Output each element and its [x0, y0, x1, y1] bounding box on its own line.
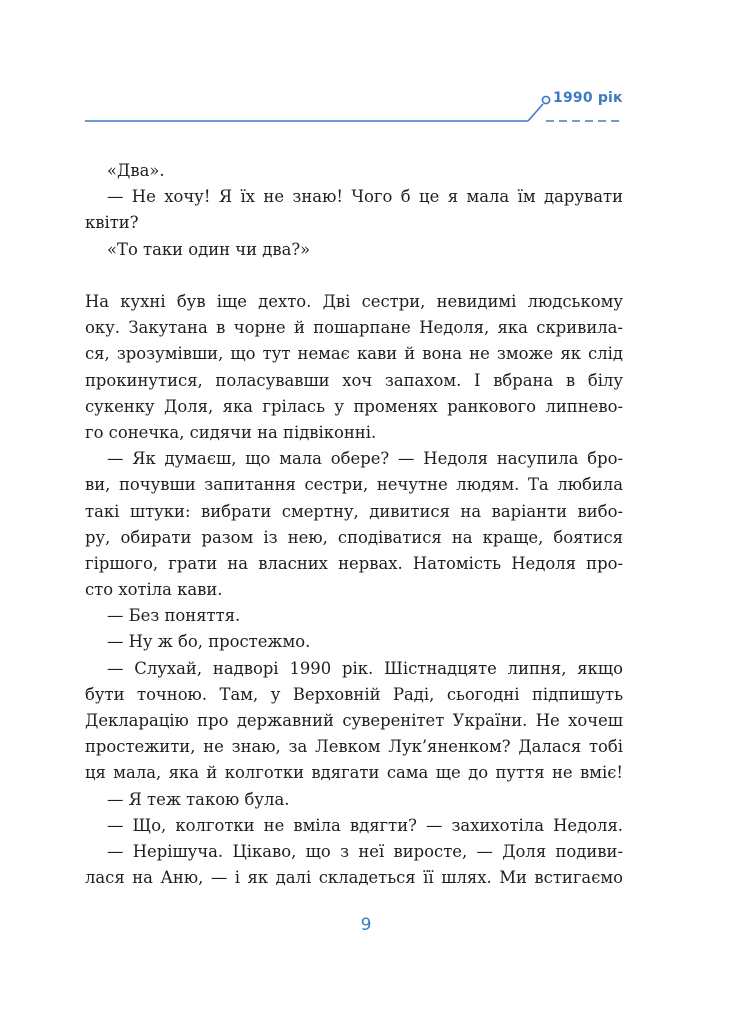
dialogue-block: [85, 158, 623, 263]
text-line: — Я теж такою була.: [107, 789, 290, 809]
text-line: гіршого, грати на власних нервах. Натомість Недоля про-: [85, 553, 623, 573]
text-line: «То таки один чи два?»: [107, 239, 311, 259]
text-line: такі штуки: вибрати смертну, дивитися на варіанти вибо-: [85, 501, 623, 521]
text-line: «Два».: [107, 161, 165, 180]
header-ornament: [0, 0, 732, 140]
text-line: ви, почувши запитання сестри, нечутне людям. Та любила: [85, 475, 623, 495]
text-line: — Що, колготки не вміла вдягти? — захихотіла Недоля.: [107, 815, 623, 835]
text-line: ся, зрозумівши, що тут немає кави й вона не зможе як слід: [85, 344, 623, 364]
text-line: Декларацію про державний суверенітет України. Не хочеш: [85, 711, 623, 730]
body-text: [85, 289, 623, 891]
text-line: лася на Аню, — і як далі складеться її шлях. Ми встигаємо: [85, 868, 623, 888]
text-line: квіти?: [85, 213, 139, 233]
header-marker-circle: [542, 96, 549, 103]
text-line: прокинутися, поласувавши хоч запахом. І вбрана в білу: [85, 370, 623, 390]
text-line: — Як думаєш, що мала обере? — Недоля насупила бро-: [107, 449, 623, 469]
page-number: 9: [360, 915, 372, 935]
text-line: оку. Закутана в чорне й пошарпане Недоля, яка скривила-: [85, 318, 623, 338]
text-line: сто хотіла кави.: [85, 580, 223, 600]
header-rule-diagonal: [528, 104, 543, 121]
text-line: — Слухай, надворі 1990 рік. Шістнадцяте липня, якщо: [107, 658, 623, 678]
text-line: бути точною. Там, у Верховній Раді, сьогодні підпишуть: [85, 684, 623, 704]
text-line: сукенку Доля, яка грілась у променях ранкового липнево-: [85, 396, 623, 416]
text-line: — Не хочу! Я їх не знаю! Чого б це я мала їм дарувати: [107, 187, 623, 207]
text-line: го сонечка, сидячи на підвіконні.: [85, 422, 377, 442]
text-line: ру, обирати разом із нею, сподіватися на краще, боятися: [85, 527, 623, 547]
text-line: ця мала, яка й колготки вдягати сама ще до пуття не вміє!: [85, 763, 623, 783]
text-line: — Без поняття.: [107, 606, 241, 626]
text-line: простежити, не знаю, за Левком Лук’яненком? Далася тобі: [85, 737, 623, 757]
text-line: — Ну ж бо, простежмо.: [107, 632, 311, 652]
chapter-title: 1990 рік: [553, 90, 623, 106]
text-line: — Нерішуча. Цікаво, що з неї виросте, — Доля подиви-: [107, 841, 623, 861]
text-line: На кухні був іще дехто. Дві сестри, невидимі людському: [85, 292, 623, 311]
